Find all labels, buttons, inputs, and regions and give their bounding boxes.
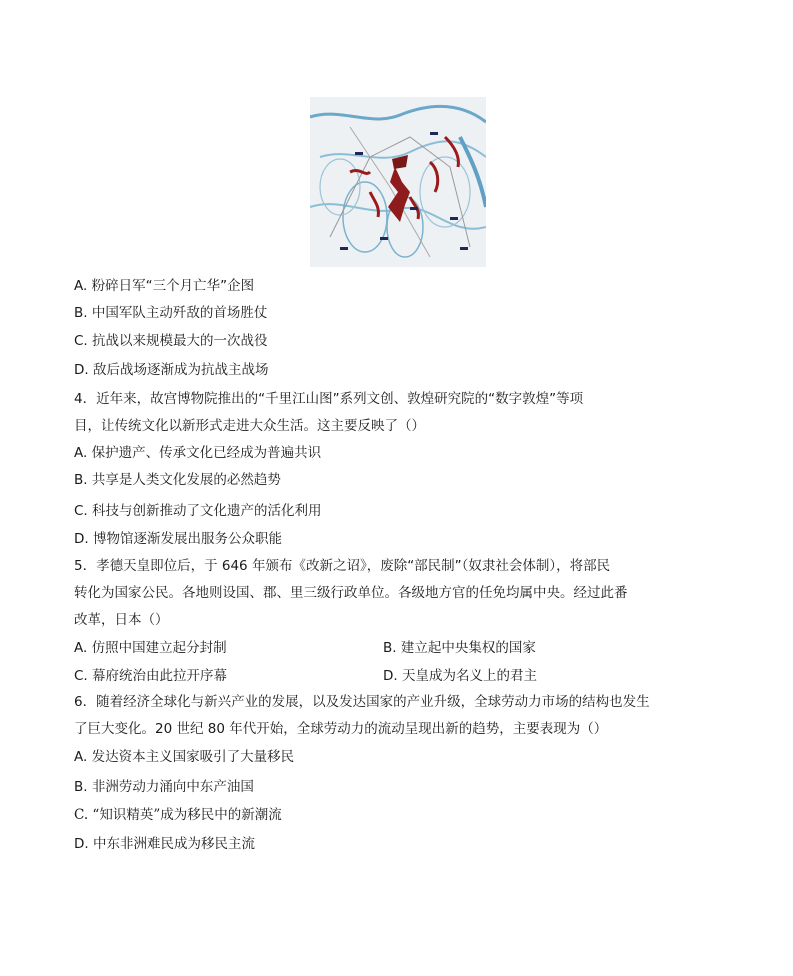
q5-stem-line-1: 5．孝德天皇即位后，于 646 年颁布《改新之诏》，废除“部民制”（奴隶社会体制），将部民 — [74, 558, 611, 574]
q5-option-d: D. 天皇成为名义上的君主 — [383, 668, 537, 684]
q3-option-a: A. 粉碎日军“三个月亡华”企图 — [74, 278, 255, 294]
battle-map-graphic — [310, 97, 486, 267]
battle-map-image — [310, 97, 486, 267]
q6-option-d: D. 中东非洲难民成为移民主流 — [74, 836, 255, 852]
q3-option-d: D. 敌后战场逐渐成为抗战主战场 — [74, 362, 269, 378]
q4-option-a: A. 保护遗产、传承文化已经成为普遍共识 — [74, 445, 322, 461]
q6-stem-line-1: 6．随着经济全球化与新兴产业的发展，以及发达国家的产业升级，全球劳动力市场的结构也发生 — [74, 694, 650, 710]
q5-option-b: B. 建立起中央集权的国家 — [383, 640, 536, 656]
q3-option-b: B. 中国军队主动歼敌的首场胜仗 — [74, 305, 268, 321]
q6-option-b: B. 非洲劳动力涌向中东产油国 — [74, 779, 254, 795]
q3-option-c: C. 抗战以来规模最大的一次战役 — [74, 333, 268, 349]
q5-option-a: A. 仿照中国建立起分封制 — [74, 640, 227, 656]
q4-stem-line-2: 目，让传统文化以新形式走进大众生活。这主要反映了（） — [74, 418, 425, 434]
q6-stem-line-2: 了巨大变化。20 世纪 80 年代开始，全球劳动力的流动呈现出新的趋势，主要表现为（） — [74, 721, 608, 737]
q4-option-c: C. 科技与创新推动了文化遗产的活化利用 — [74, 503, 322, 519]
q4-stem-line-1: 4．近年来，故宫博物院推出的“千里江山图”系列文创、敦煌研究院的“数字敦煌”等项 — [74, 391, 584, 407]
q5-stem-line-3: 改革，日本（） — [74, 612, 169, 628]
q5-stem-line-2: 转化为国家公民。各地则设国、郡、里三级行政单位。各级地方官的任免均属中央。经过此番 — [74, 585, 628, 601]
q6-option-a: A. 发达资本主义国家吸引了大量移民 — [74, 749, 295, 765]
q6-option-c: C. “知识精英”成为移民中的新潮流 — [74, 807, 282, 823]
q4-option-b: B. 共享是人类文化发展的必然趋势 — [74, 472, 281, 488]
q5-option-c: C. 幕府统治由此拉开序幕 — [74, 668, 228, 684]
q4-option-d: D. 博物馆逐渐发展出服务公众职能 — [74, 531, 282, 547]
